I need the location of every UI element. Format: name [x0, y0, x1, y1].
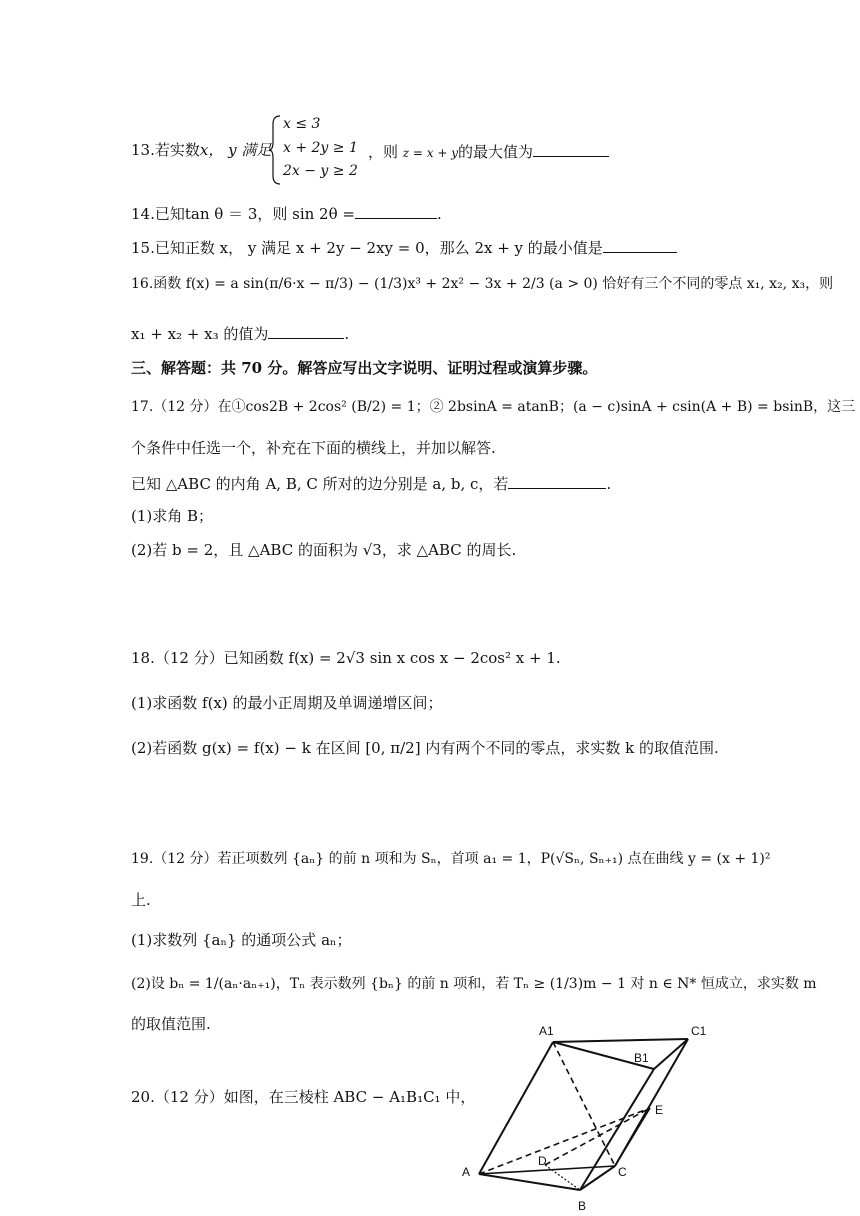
section-heading: 三、解答题：共 70 分。解答应写出文字说明、证明过程或演算步骤。 [131, 359, 598, 377]
q13-tail-text: ，则 [368, 143, 399, 161]
q13-prefix [131, 140, 271, 160]
edge-B1B [580, 1069, 654, 1190]
q17-part1: (1)求角 B； [131, 507, 214, 525]
edge-AB [479, 1174, 580, 1190]
q13-answer-blank [533, 140, 609, 157]
dashed-DE [545, 1108, 650, 1165]
edge-BC [580, 1166, 615, 1190]
q14 [131, 202, 442, 224]
q16-line2-text: x₁ + x₂ + x₃ 的值为 [131, 325, 269, 343]
q13-text-a: 13.若实数 [131, 141, 200, 159]
q14-end: . [436, 205, 442, 223]
q20-text: 20.（12 分）如图，在三棱柱 ABC − A₁B₁C₁ 中， [131, 1088, 476, 1106]
label-E: E [655, 1103, 664, 1117]
label-C1: C1 [691, 1024, 707, 1038]
edge-B1C1 [654, 1039, 688, 1069]
q17-end: . [606, 475, 612, 493]
label-A1: A1 [539, 1024, 554, 1038]
system-row-3: 2x − y ≥ 2 [283, 163, 358, 179]
q14-text: 14.已知tan θ ＝ 3，则 sin 2θ = [131, 205, 355, 223]
edge-AC [479, 1166, 615, 1174]
label-A: A [462, 1165, 471, 1179]
prism-figure [440, 1020, 740, 1216]
q16-line2 [131, 322, 349, 344]
edge-A1C1 [553, 1039, 688, 1042]
q17-line1: 17.（12 分）在①cos2B + 2cos² (B/2) = 1；② 2bsinA = atanB；(a − c)sinA + csin(A + B) = bsinB，这三 [131, 399, 856, 415]
edge-CE [615, 1108, 650, 1166]
q19-line2: 上. [131, 891, 151, 909]
q13-text-b: x， y 满足 [199, 141, 272, 159]
q15-text: 15.已知正数 x， y 满足 x + 2y − 2xy = 0，那么 2x + y 的最小值是 [131, 239, 603, 257]
q16-answer-blank [268, 322, 344, 339]
q17-line3 [131, 472, 611, 494]
q17-part2: (2)若 b = 2，且 △ABC 的面积为 √3，求 △ABC 的周长. [131, 541, 517, 559]
q18-part1: (1)求函数 f(x) 的最小正周期及单调递增区间； [131, 694, 443, 712]
system-row-1: x ≤ 3 [283, 116, 321, 132]
system-row-2: x + 2y ≥ 1 [283, 140, 358, 156]
q13-z-expr: z = x + y [402, 146, 459, 160]
q18-line1: 18.（12 分）已知函数 f(x) = 2√3 sin x cos x − 2cos² x + 1. [131, 649, 561, 667]
label-B: B [578, 1199, 587, 1213]
q13-tail [368, 140, 609, 163]
label-B1: B1 [634, 1051, 649, 1065]
q19-part2: (2)设 bₙ = 1/(aₙ·aₙ₊₁)，Tₙ 表示数列 {bₙ} 的前 n 项和，若 Tₙ ≥ (1/3)m − 1 对 n ∈ N* 恒成立，求实数 m [131, 976, 817, 992]
q19-part2b: 的取值范围. [131, 1015, 211, 1033]
system-brace [268, 114, 282, 186]
label-D: D [538, 1154, 547, 1168]
q19-line1: 19.（12 分）若正项数列 {aₙ} 的前 n 项和为 Sₙ，首项 a₁ = 1，P(√Sₙ, Sₙ₊₁) 点在曲线 y = (x + 1)² [131, 851, 771, 867]
q18-part2: (2)若函数 g(x) = f(x) − k 在区间 [0, π/2] 内有两个不同的零点，求实数 k 的取值范围. [131, 739, 719, 757]
q15 [131, 236, 677, 258]
q17-answer-blank [508, 472, 606, 489]
label-C: C [618, 1165, 627, 1179]
q14-answer-blank [355, 202, 437, 219]
q19-part1: (1)求数列 {aₙ} 的通项公式 aₙ； [131, 931, 352, 949]
q17-line3-text: 已知 △ABC 的内角 A, B, C 所对的边分别是 a, b, c，若 [131, 475, 509, 493]
q13-ask: 的最大值为 [458, 143, 534, 161]
q17-line2: 个条件中任选一个，补充在下面的横线上，并加以解答. [131, 439, 496, 457]
q15-answer-blank [603, 236, 677, 253]
q16-line1: 16.函数 f(x) = a sin(π/6·x − π/3) − (1/3)x³ + 2x² − 3x + 2/3 (a > 0) 恰好有三个不同的零点 x₁, x₂, x₃，则 [131, 276, 834, 292]
q16-end: . [344, 325, 350, 343]
